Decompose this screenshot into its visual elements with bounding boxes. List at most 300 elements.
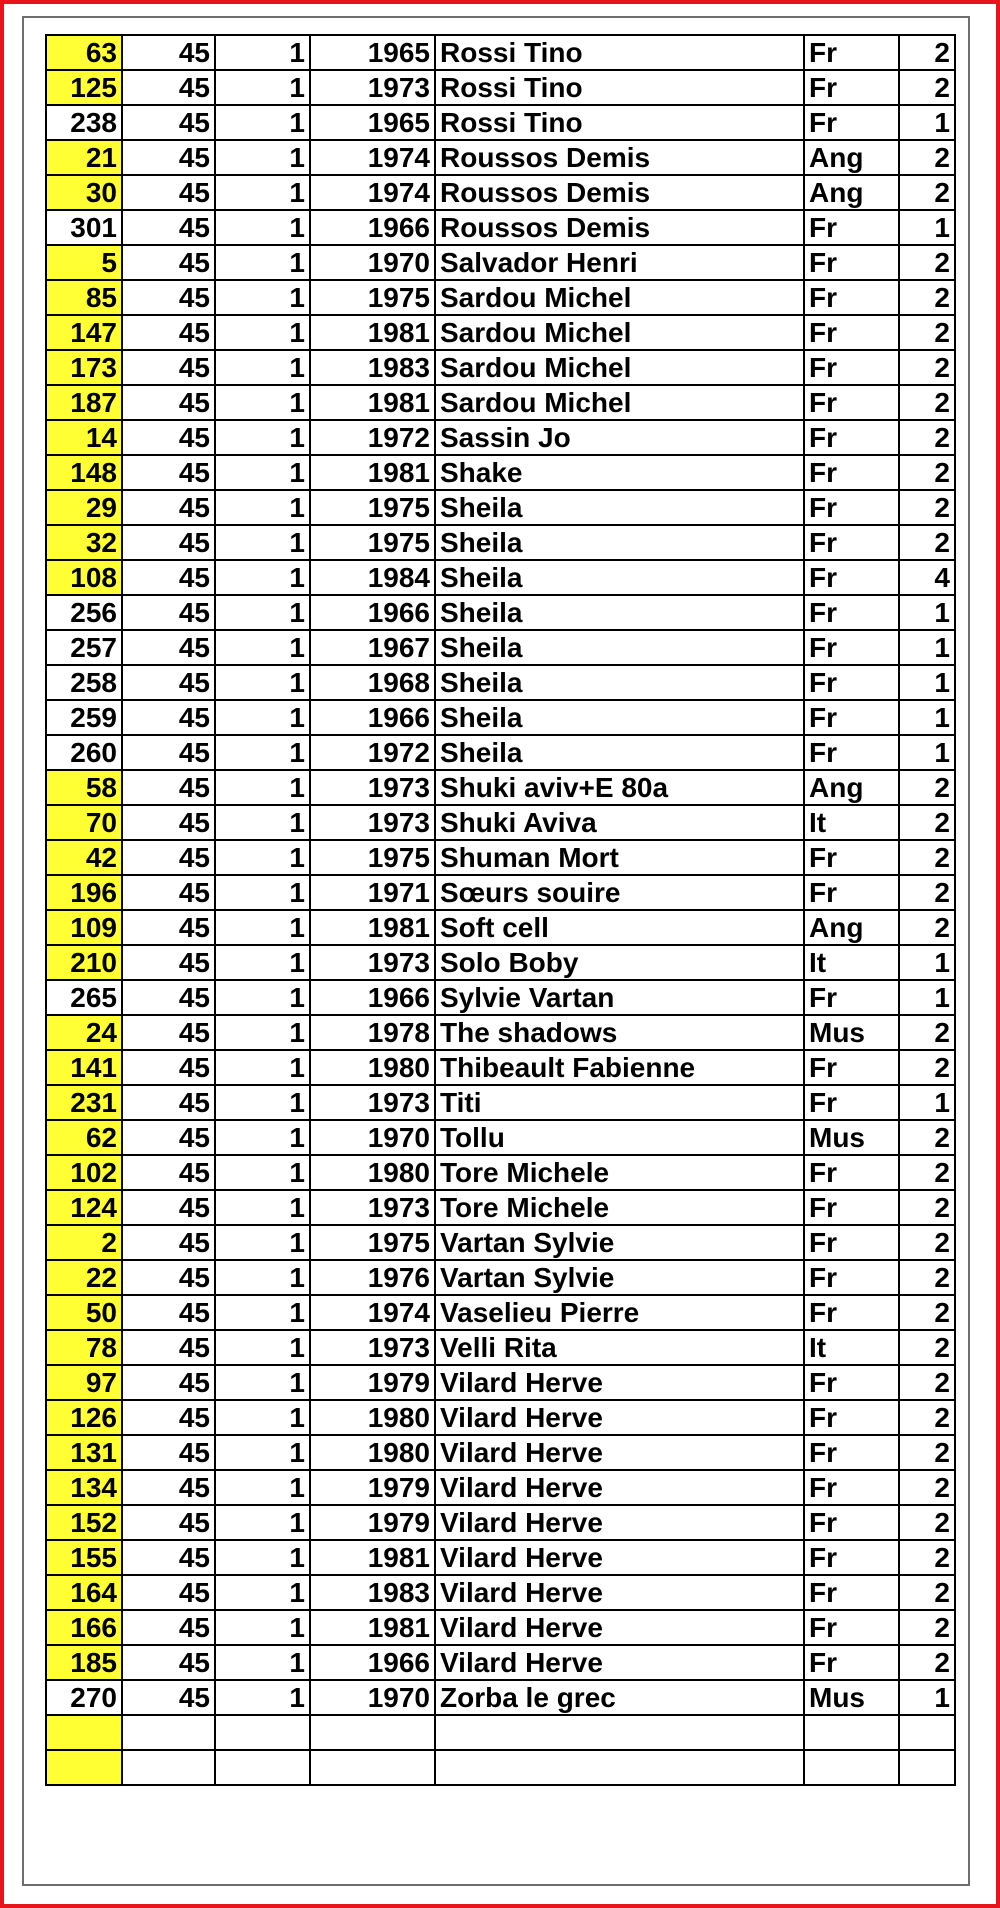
quantity-cell[interactable]: 1	[215, 1435, 310, 1470]
artist-cell[interactable]	[435, 1715, 804, 1750]
id-cell[interactable]: 173	[46, 350, 122, 385]
artist-cell[interactable]: Sheila	[435, 735, 804, 770]
quantity-cell[interactable]: 1	[215, 1330, 310, 1365]
count-cell[interactable]: 1	[899, 735, 955, 770]
language-cell[interactable]: Fr	[804, 1610, 899, 1645]
count-cell[interactable]: 2	[899, 280, 955, 315]
quantity-cell[interactable]: 1	[215, 770, 310, 805]
artist-cell[interactable]: Vartan Sylvie	[435, 1260, 804, 1295]
quantity-cell[interactable]: 1	[215, 1610, 310, 1645]
format-cell[interactable]: 45	[122, 1085, 215, 1120]
language-cell[interactable]: Fr	[804, 630, 899, 665]
language-cell[interactable]: Fr	[804, 1295, 899, 1330]
language-cell[interactable]: Fr	[804, 980, 899, 1015]
format-cell[interactable]	[122, 1750, 215, 1785]
id-cell[interactable]: 5	[46, 245, 122, 280]
format-cell[interactable]: 45	[122, 665, 215, 700]
count-cell[interactable]: 2	[899, 1365, 955, 1400]
count-cell[interactable]: 1	[899, 210, 955, 245]
quantity-cell[interactable]: 1	[215, 595, 310, 630]
artist-cell[interactable]: Rossi Tino	[435, 70, 804, 105]
artist-cell[interactable]: Velli Rita	[435, 1330, 804, 1365]
count-cell[interactable]: 2	[899, 1155, 955, 1190]
id-cell[interactable]: 62	[46, 1120, 122, 1155]
language-cell[interactable]: Fr	[804, 70, 899, 105]
year-cell[interactable]: 1973	[310, 945, 435, 980]
year-cell[interactable]: 1966	[310, 210, 435, 245]
language-cell[interactable]: Ang	[804, 140, 899, 175]
year-cell[interactable]: 1966	[310, 595, 435, 630]
format-cell[interactable]: 45	[122, 1505, 215, 1540]
language-cell[interactable]: Fr	[804, 1575, 899, 1610]
quantity-cell[interactable]: 1	[215, 665, 310, 700]
year-cell[interactable]: 1967	[310, 630, 435, 665]
count-cell[interactable]: 2	[899, 1435, 955, 1470]
year-cell[interactable]: 1965	[310, 105, 435, 140]
year-cell[interactable]: 1972	[310, 735, 435, 770]
id-cell[interactable]: 70	[46, 805, 122, 840]
format-cell[interactable]: 45	[122, 105, 215, 140]
year-cell[interactable]: 1979	[310, 1470, 435, 1505]
artist-cell[interactable]: Vilard Herve	[435, 1645, 804, 1680]
count-cell[interactable]: 2	[899, 315, 955, 350]
language-cell[interactable]: Fr	[804, 1505, 899, 1540]
id-cell[interactable]: 30	[46, 175, 122, 210]
quantity-cell[interactable]: 1	[215, 1155, 310, 1190]
quantity-cell[interactable]: 1	[215, 1260, 310, 1295]
count-cell[interactable]: 2	[899, 1610, 955, 1645]
format-cell[interactable]: 45	[122, 1050, 215, 1085]
artist-cell[interactable]: Sassin Jo	[435, 420, 804, 455]
id-cell[interactable]: 22	[46, 1260, 122, 1295]
count-cell[interactable]: 2	[899, 1575, 955, 1610]
count-cell[interactable]	[899, 1715, 955, 1750]
format-cell[interactable]: 45	[122, 455, 215, 490]
count-cell[interactable]: 1	[899, 1085, 955, 1120]
artist-cell[interactable]: Vilard Herve	[435, 1540, 804, 1575]
artist-cell[interactable]: Sheila	[435, 700, 804, 735]
year-cell[interactable]: 1975	[310, 840, 435, 875]
year-cell[interactable]: 1973	[310, 1330, 435, 1365]
count-cell[interactable]: 1	[899, 630, 955, 665]
year-cell[interactable]: 1970	[310, 1680, 435, 1715]
artist-cell[interactable]: Tollu	[435, 1120, 804, 1155]
language-cell[interactable]	[804, 1750, 899, 1785]
artist-cell[interactable]: Tore Michele	[435, 1155, 804, 1190]
id-cell[interactable]: 50	[46, 1295, 122, 1330]
id-cell[interactable]: 141	[46, 1050, 122, 1085]
count-cell[interactable]: 2	[899, 490, 955, 525]
language-cell[interactable]: Fr	[804, 1225, 899, 1260]
id-cell[interactable]: 124	[46, 1190, 122, 1225]
format-cell[interactable]: 45	[122, 350, 215, 385]
artist-cell[interactable]: Vilard Herve	[435, 1470, 804, 1505]
count-cell[interactable]: 2	[899, 385, 955, 420]
language-cell[interactable]: Fr	[804, 455, 899, 490]
language-cell[interactable]: Fr	[804, 1435, 899, 1470]
id-cell[interactable]: 196	[46, 875, 122, 910]
artist-cell[interactable]	[435, 1750, 804, 1785]
quantity-cell[interactable]: 1	[215, 420, 310, 455]
format-cell[interactable]: 45	[122, 945, 215, 980]
artist-cell[interactable]: Sheila	[435, 560, 804, 595]
id-cell[interactable]: 97	[46, 1365, 122, 1400]
format-cell[interactable]: 45	[122, 735, 215, 770]
id-cell[interactable]: 42	[46, 840, 122, 875]
quantity-cell[interactable]: 1	[215, 1295, 310, 1330]
quantity-cell[interactable]: 1	[215, 1365, 310, 1400]
count-cell[interactable]: 2	[899, 245, 955, 280]
format-cell[interactable]: 45	[122, 525, 215, 560]
language-cell[interactable]: Fr	[804, 1365, 899, 1400]
id-cell[interactable]: 166	[46, 1610, 122, 1645]
artist-cell[interactable]: Rossi Tino	[435, 105, 804, 140]
count-cell[interactable]: 2	[899, 1505, 955, 1540]
format-cell[interactable]: 45	[122, 140, 215, 175]
quantity-cell[interactable]: 1	[215, 1645, 310, 1680]
format-cell[interactable]: 45	[122, 1610, 215, 1645]
artist-cell[interactable]: Solo Boby	[435, 945, 804, 980]
count-cell[interactable]: 2	[899, 35, 955, 70]
year-cell[interactable]: 1975	[310, 1225, 435, 1260]
artist-cell[interactable]: Vilard Herve	[435, 1435, 804, 1470]
id-cell[interactable]: 21	[46, 140, 122, 175]
language-cell[interactable]: Mus	[804, 1120, 899, 1155]
year-cell[interactable]: 1980	[310, 1400, 435, 1435]
language-cell[interactable]: Fr	[804, 1085, 899, 1120]
quantity-cell[interactable]: 1	[215, 945, 310, 980]
quantity-cell[interactable]: 1	[215, 280, 310, 315]
language-cell[interactable]: Fr	[804, 1155, 899, 1190]
language-cell[interactable]: Fr	[804, 1645, 899, 1680]
artist-cell[interactable]: The shadows	[435, 1015, 804, 1050]
quantity-cell[interactable]: 1	[215, 840, 310, 875]
format-cell[interactable]: 45	[122, 770, 215, 805]
language-cell[interactable]: It	[804, 1330, 899, 1365]
quantity-cell[interactable]: 1	[215, 805, 310, 840]
quantity-cell[interactable]: 1	[215, 315, 310, 350]
artist-cell[interactable]: Vilard Herve	[435, 1505, 804, 1540]
id-cell[interactable]: 185	[46, 1645, 122, 1680]
language-cell[interactable]: Fr	[804, 525, 899, 560]
count-cell[interactable]: 2	[899, 1400, 955, 1435]
id-cell[interactable]: 29	[46, 490, 122, 525]
count-cell[interactable]: 2	[899, 1645, 955, 1680]
artist-cell[interactable]: Sheila	[435, 630, 804, 665]
id-cell[interactable]: 108	[46, 560, 122, 595]
artist-cell[interactable]: Sheila	[435, 595, 804, 630]
artist-cell[interactable]: Sheila	[435, 525, 804, 560]
format-cell[interactable]: 45	[122, 1330, 215, 1365]
year-cell[interactable]: 1981	[310, 1540, 435, 1575]
quantity-cell[interactable]: 1	[215, 700, 310, 735]
year-cell[interactable]: 1979	[310, 1365, 435, 1400]
id-cell[interactable]: 58	[46, 770, 122, 805]
language-cell[interactable]: Fr	[804, 595, 899, 630]
format-cell[interactable]: 45	[122, 210, 215, 245]
quantity-cell[interactable]: 1	[215, 245, 310, 280]
artist-cell[interactable]: Vaselieu Pierre	[435, 1295, 804, 1330]
quantity-cell[interactable]: 1	[215, 175, 310, 210]
count-cell[interactable]	[899, 1750, 955, 1785]
id-cell[interactable]: 126	[46, 1400, 122, 1435]
format-cell[interactable]: 45	[122, 1365, 215, 1400]
id-cell[interactable]: 109	[46, 910, 122, 945]
quantity-cell[interactable]: 1	[215, 105, 310, 140]
year-cell[interactable]: 1975	[310, 490, 435, 525]
format-cell[interactable]: 45	[122, 385, 215, 420]
language-cell[interactable]: Fr	[804, 105, 899, 140]
language-cell[interactable]: Fr	[804, 350, 899, 385]
id-cell[interactable]: 125	[46, 70, 122, 105]
year-cell[interactable]	[310, 1715, 435, 1750]
year-cell[interactable]: 1974	[310, 175, 435, 210]
year-cell[interactable]: 1975	[310, 525, 435, 560]
count-cell[interactable]: 1	[899, 945, 955, 980]
language-cell[interactable]: Fr	[804, 280, 899, 315]
count-cell[interactable]: 2	[899, 420, 955, 455]
artist-cell[interactable]: Soft cell	[435, 910, 804, 945]
quantity-cell[interactable]: 1	[215, 1680, 310, 1715]
language-cell[interactable]	[804, 1715, 899, 1750]
language-cell[interactable]: Fr	[804, 1540, 899, 1575]
year-cell[interactable]: 1973	[310, 1085, 435, 1120]
artist-cell[interactable]: Roussos Demis	[435, 210, 804, 245]
quantity-cell[interactable]: 1	[215, 1015, 310, 1050]
year-cell[interactable]: 1966	[310, 700, 435, 735]
quantity-cell[interactable]: 1	[215, 70, 310, 105]
id-cell[interactable]: 102	[46, 1155, 122, 1190]
quantity-cell[interactable]: 1	[215, 1505, 310, 1540]
artist-cell[interactable]: Sardou Michel	[435, 315, 804, 350]
year-cell[interactable]: 1981	[310, 1610, 435, 1645]
id-cell[interactable]: 301	[46, 210, 122, 245]
format-cell[interactable]: 45	[122, 1015, 215, 1050]
format-cell[interactable]: 45	[122, 1575, 215, 1610]
id-cell[interactable]: 63	[46, 35, 122, 70]
language-cell[interactable]: Fr	[804, 385, 899, 420]
count-cell[interactable]: 2	[899, 1295, 955, 1330]
language-cell[interactable]: It	[804, 805, 899, 840]
count-cell[interactable]: 1	[899, 595, 955, 630]
count-cell[interactable]: 2	[899, 175, 955, 210]
year-cell[interactable]	[310, 1750, 435, 1785]
year-cell[interactable]: 1973	[310, 70, 435, 105]
quantity-cell[interactable]: 1	[215, 525, 310, 560]
count-cell[interactable]: 2	[899, 1190, 955, 1225]
id-cell[interactable]: 24	[46, 1015, 122, 1050]
format-cell[interactable]: 45	[122, 875, 215, 910]
quantity-cell[interactable]: 1	[215, 1190, 310, 1225]
format-cell[interactable]: 45	[122, 700, 215, 735]
quantity-cell[interactable]: 1	[215, 1400, 310, 1435]
format-cell[interactable]: 45	[122, 1295, 215, 1330]
id-cell[interactable]	[46, 1715, 122, 1750]
format-cell[interactable]: 45	[122, 805, 215, 840]
id-cell[interactable]: 258	[46, 665, 122, 700]
year-cell[interactable]: 1981	[310, 455, 435, 490]
language-cell[interactable]: Fr	[804, 735, 899, 770]
artist-cell[interactable]: Salvador Henri	[435, 245, 804, 280]
format-cell[interactable]: 45	[122, 175, 215, 210]
language-cell[interactable]: Fr	[804, 840, 899, 875]
quantity-cell[interactable]: 1	[215, 1540, 310, 1575]
year-cell[interactable]: 1983	[310, 350, 435, 385]
artist-cell[interactable]: Rossi Tino	[435, 35, 804, 70]
id-cell[interactable]: 147	[46, 315, 122, 350]
language-cell[interactable]: It	[804, 945, 899, 980]
count-cell[interactable]: 2	[899, 1225, 955, 1260]
year-cell[interactable]: 1974	[310, 140, 435, 175]
format-cell[interactable]: 45	[122, 840, 215, 875]
count-cell[interactable]: 1	[899, 665, 955, 700]
year-cell[interactable]: 1978	[310, 1015, 435, 1050]
year-cell[interactable]: 1984	[310, 560, 435, 595]
year-cell[interactable]: 1972	[310, 420, 435, 455]
id-cell[interactable]	[46, 1750, 122, 1785]
year-cell[interactable]: 1965	[310, 35, 435, 70]
format-cell[interactable]: 45	[122, 1190, 215, 1225]
id-cell[interactable]: 256	[46, 595, 122, 630]
quantity-cell[interactable]: 1	[215, 1085, 310, 1120]
id-cell[interactable]: 260	[46, 735, 122, 770]
quantity-cell[interactable]: 1	[215, 735, 310, 770]
year-cell[interactable]: 1971	[310, 875, 435, 910]
count-cell[interactable]: 2	[899, 770, 955, 805]
quantity-cell[interactable]: 1	[215, 1575, 310, 1610]
id-cell[interactable]: 259	[46, 700, 122, 735]
year-cell[interactable]: 1973	[310, 770, 435, 805]
language-cell[interactable]: Mus	[804, 1680, 899, 1715]
artist-cell[interactable]: Shake	[435, 455, 804, 490]
quantity-cell[interactable]: 1	[215, 35, 310, 70]
quantity-cell[interactable]: 1	[215, 1470, 310, 1505]
year-cell[interactable]: 1970	[310, 245, 435, 280]
format-cell[interactable]: 45	[122, 1225, 215, 1260]
artist-cell[interactable]: Vilard Herve	[435, 1575, 804, 1610]
year-cell[interactable]: 1976	[310, 1260, 435, 1295]
quantity-cell[interactable]: 1	[215, 1225, 310, 1260]
count-cell[interactable]: 1	[899, 700, 955, 735]
year-cell[interactable]: 1975	[310, 280, 435, 315]
id-cell[interactable]: 265	[46, 980, 122, 1015]
year-cell[interactable]: 1974	[310, 1295, 435, 1330]
format-cell[interactable]: 45	[122, 1540, 215, 1575]
language-cell[interactable]: Ang	[804, 770, 899, 805]
artist-cell[interactable]: Shuki aviv+E 80a	[435, 770, 804, 805]
count-cell[interactable]: 2	[899, 875, 955, 910]
quantity-cell[interactable]: 1	[215, 140, 310, 175]
quantity-cell[interactable]	[215, 1715, 310, 1750]
count-cell[interactable]: 1	[899, 1680, 955, 1715]
id-cell[interactable]: 134	[46, 1470, 122, 1505]
quantity-cell[interactable]: 1	[215, 350, 310, 385]
quantity-cell[interactable]: 1	[215, 490, 310, 525]
year-cell[interactable]: 1981	[310, 910, 435, 945]
year-cell[interactable]: 1981	[310, 385, 435, 420]
artist-cell[interactable]: Titi	[435, 1085, 804, 1120]
quantity-cell[interactable]: 1	[215, 560, 310, 595]
format-cell[interactable]: 45	[122, 420, 215, 455]
id-cell[interactable]: 148	[46, 455, 122, 490]
quantity-cell[interactable]: 1	[215, 385, 310, 420]
language-cell[interactable]: Fr	[804, 665, 899, 700]
count-cell[interactable]: 2	[899, 805, 955, 840]
artist-cell[interactable]: Vilard Herve	[435, 1400, 804, 1435]
language-cell[interactable]: Fr	[804, 700, 899, 735]
format-cell[interactable]: 45	[122, 35, 215, 70]
format-cell[interactable]: 45	[122, 910, 215, 945]
artist-cell[interactable]: Sylvie Vartan	[435, 980, 804, 1015]
format-cell[interactable]: 45	[122, 1400, 215, 1435]
year-cell[interactable]: 1966	[310, 980, 435, 1015]
quantity-cell[interactable]	[215, 1750, 310, 1785]
artist-cell[interactable]: Vilard Herve	[435, 1365, 804, 1400]
language-cell[interactable]: Fr	[804, 1260, 899, 1295]
artist-cell[interactable]: Tore Michele	[435, 1190, 804, 1225]
id-cell[interactable]: 14	[46, 420, 122, 455]
format-cell[interactable]: 45	[122, 1680, 215, 1715]
year-cell[interactable]: 1983	[310, 1575, 435, 1610]
count-cell[interactable]: 2	[899, 1260, 955, 1295]
count-cell[interactable]: 2	[899, 140, 955, 175]
id-cell[interactable]: 164	[46, 1575, 122, 1610]
quantity-cell[interactable]: 1	[215, 210, 310, 245]
count-cell[interactable]: 2	[899, 1050, 955, 1085]
id-cell[interactable]: 85	[46, 280, 122, 315]
count-cell[interactable]: 1	[899, 980, 955, 1015]
language-cell[interactable]: Fr	[804, 245, 899, 280]
quantity-cell[interactable]: 1	[215, 630, 310, 665]
quantity-cell[interactable]: 1	[215, 455, 310, 490]
id-cell[interactable]: 210	[46, 945, 122, 980]
artist-cell[interactable]: Sardou Michel	[435, 280, 804, 315]
year-cell[interactable]: 1981	[310, 315, 435, 350]
artist-cell[interactable]: Sheila	[435, 490, 804, 525]
artist-cell[interactable]: Sheila	[435, 665, 804, 700]
language-cell[interactable]: Fr	[804, 210, 899, 245]
artist-cell[interactable]: Roussos Demis	[435, 175, 804, 210]
year-cell[interactable]: 1980	[310, 1050, 435, 1085]
count-cell[interactable]: 2	[899, 1330, 955, 1365]
language-cell[interactable]: Fr	[804, 1470, 899, 1505]
artist-cell[interactable]: Shuki Aviva	[435, 805, 804, 840]
format-cell[interactable]: 45	[122, 1155, 215, 1190]
language-cell[interactable]: Fr	[804, 315, 899, 350]
format-cell[interactable]: 45	[122, 70, 215, 105]
count-cell[interactable]: 4	[899, 560, 955, 595]
artist-cell[interactable]: Sœurs souire	[435, 875, 804, 910]
format-cell[interactable]	[122, 1715, 215, 1750]
quantity-cell[interactable]: 1	[215, 1050, 310, 1085]
language-cell[interactable]: Ang	[804, 175, 899, 210]
format-cell[interactable]: 45	[122, 245, 215, 280]
format-cell[interactable]: 45	[122, 1645, 215, 1680]
id-cell[interactable]: 32	[46, 525, 122, 560]
count-cell[interactable]: 2	[899, 910, 955, 945]
year-cell[interactable]: 1980	[310, 1155, 435, 1190]
language-cell[interactable]: Fr	[804, 420, 899, 455]
count-cell[interactable]: 2	[899, 350, 955, 385]
id-cell[interactable]: 2	[46, 1225, 122, 1260]
count-cell[interactable]: 2	[899, 525, 955, 560]
count-cell[interactable]: 2	[899, 1120, 955, 1155]
format-cell[interactable]: 45	[122, 980, 215, 1015]
id-cell[interactable]: 238	[46, 105, 122, 140]
artist-cell[interactable]: Thibeault Fabienne	[435, 1050, 804, 1085]
format-cell[interactable]: 45	[122, 1260, 215, 1295]
format-cell[interactable]: 45	[122, 280, 215, 315]
